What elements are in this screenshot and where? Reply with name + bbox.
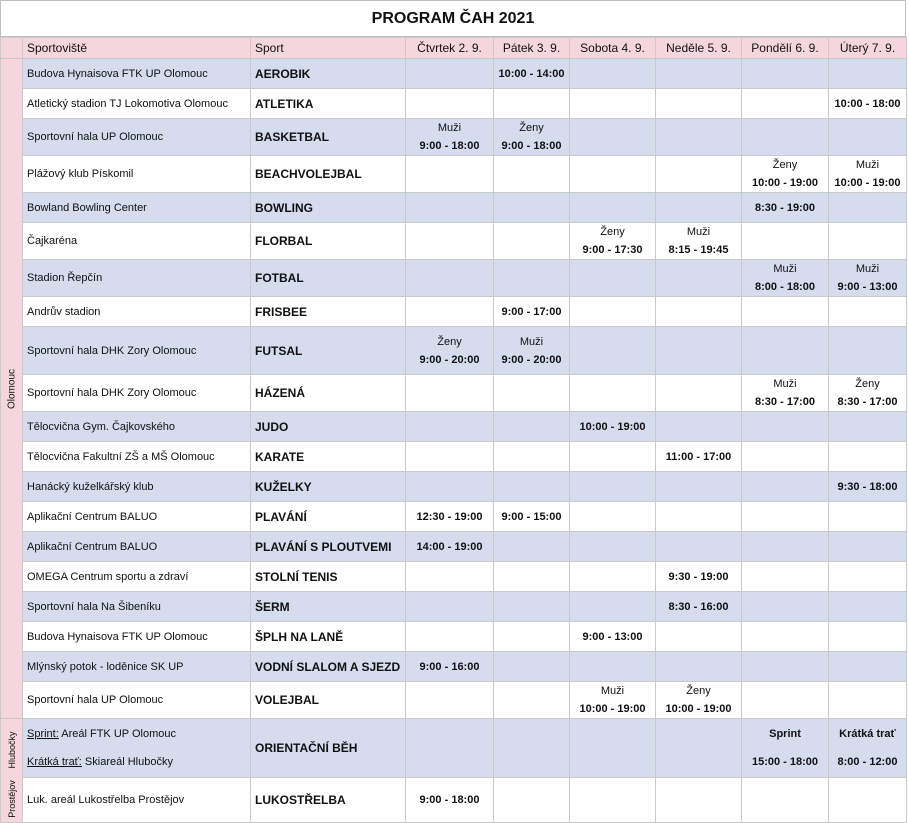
time-slot-cell: [656, 719, 742, 778]
time-slot-cell: [570, 375, 656, 412]
city-cell-prostejov-hlubocky: [1, 719, 23, 823]
time-range: 9:00 - 20:00: [419, 353, 480, 366]
time-slot-cell: [494, 562, 570, 592]
time-slot-cell: [656, 622, 742, 652]
time-range: 9:00 - 17:30: [582, 244, 643, 256]
city-label: Olomouc: [6, 368, 17, 409]
time-slot-cell: [494, 412, 570, 442]
time-slot-cell: [406, 327, 494, 375]
time-slot-cell: [570, 652, 656, 682]
time-slot-cell: [406, 502, 494, 532]
time-slot-cell: [742, 682, 829, 719]
time-range: 12:30 - 19:00: [416, 510, 483, 523]
table-row: [1, 442, 907, 472]
sport-cell: BASKETBAL: [251, 119, 406, 156]
time-slot-cell: [494, 682, 570, 719]
time-slot-cell: [656, 59, 742, 89]
time-range: 10:00 - 19:00: [834, 177, 901, 189]
time-slot-cell: [570, 260, 656, 297]
time-slot-cell: [570, 412, 656, 442]
time-slot-cell: [829, 260, 907, 297]
time-slot-cell: [742, 562, 829, 592]
time-slot-cell: [570, 442, 656, 472]
sport-cell: FLORBAL: [251, 223, 406, 260]
sport-cell: ATLETIKA: [251, 89, 406, 119]
time-slot-cell: [829, 223, 907, 260]
gender-label: Muži: [855, 159, 880, 171]
time-slot-cell: [570, 297, 656, 327]
header-day: Neděle 5. 9.: [656, 38, 742, 59]
venue-line-text: Skiareál Hlubočky: [81, 756, 173, 768]
venue-cell: Luk. areál Lukostřelba Prostějov: [23, 778, 251, 823]
sport-cell: PLAVÁNÍ: [251, 502, 406, 532]
time-range: 9:30 - 19:00: [668, 570, 729, 583]
gender-label: Ženy: [855, 378, 880, 390]
time-range: 10:00 - 19:00: [665, 703, 732, 715]
table-row: [1, 119, 907, 156]
time-range: 8:30 - 19:00: [755, 201, 815, 214]
time-slot-cell: [829, 778, 907, 823]
table-row: [1, 652, 907, 682]
time-slot-cell: [656, 682, 742, 719]
time-slot-cell: [494, 778, 570, 823]
time-slot-cell: [829, 193, 907, 223]
time-range: 8:30 - 17:00: [837, 396, 898, 408]
time-slot-cell: [570, 532, 656, 562]
time-slot-cell: [829, 375, 907, 412]
sport-cell: PLAVÁNÍ S PLOUTVEMI: [251, 532, 406, 562]
table-row: [1, 472, 907, 502]
venue-line: [27, 720, 246, 748]
time-slot-cell: [406, 59, 494, 89]
table-row: [1, 502, 907, 532]
time-slot-cell: [570, 327, 656, 375]
time-slot-cell: [742, 412, 829, 442]
venue-cell: Hanácký kuželkářský klub: [23, 472, 251, 502]
time-slot-cell: [570, 156, 656, 193]
time-range: 10:00 - 19:00: [579, 420, 646, 433]
time-slot-cell: [656, 532, 742, 562]
time-slot-cell: [829, 442, 907, 472]
time-range: 8:00 - 18:00: [755, 281, 815, 293]
time-slot-cell: [494, 719, 570, 778]
time-range: 9:00 - 20:00: [501, 353, 562, 366]
time-slot-cell: [494, 119, 570, 156]
time-range: 8:30 - 17:00: [755, 396, 815, 408]
time-slot-cell: [742, 223, 829, 260]
sport-cell: FUTSAL: [251, 327, 406, 375]
time-slot-cell: [406, 442, 494, 472]
table-row: [1, 562, 907, 592]
venue-cell: Tělocvična Fakultní ZŠ a MŠ Olomouc: [23, 442, 251, 472]
time-slot-cell: [742, 59, 829, 89]
time-range: 15:00 - 18:00: [751, 756, 819, 768]
table-row: [1, 89, 907, 119]
table-row: [1, 375, 907, 412]
time-range: 9:00 - 17:00: [501, 305, 562, 318]
time-slot-cell: [829, 502, 907, 532]
header-day: Pondělí 6. 9.: [742, 38, 829, 59]
time-slot-cell: [656, 592, 742, 622]
time-range: 8:30 - 16:00: [668, 600, 729, 613]
venue-cell: Plážový klub Pískomil: [23, 156, 251, 193]
venue-cell: Čajkaréna: [23, 223, 251, 260]
time-slot-cell: [656, 193, 742, 223]
time-range: 9:00 - 13:00: [837, 281, 898, 293]
time-slot-cell: [742, 327, 829, 375]
table-row: [1, 156, 907, 193]
gender-label: Muži: [600, 685, 625, 697]
time-slot-cell: [829, 719, 907, 778]
time-slot-cell: [406, 412, 494, 442]
city-label: Hlubočky: [6, 731, 17, 769]
sport-cell: KUŽELKY: [251, 472, 406, 502]
schedule-table: [0, 37, 907, 823]
sport-cell: FRISBEE: [251, 297, 406, 327]
time-slot-cell: [494, 89, 570, 119]
time-slot-cell: [494, 502, 570, 532]
venue-cell: Bowland Bowling Center: [23, 193, 251, 223]
time-slot-cell: [570, 592, 656, 622]
time-slot-cell: [656, 260, 742, 297]
time-slot-cell: [829, 119, 907, 156]
sport-cell: JUDO: [251, 412, 406, 442]
venue-cell: Sportovní hala DHK Zory Olomouc: [23, 327, 251, 375]
time-slot-cell: [829, 327, 907, 375]
time-slot-cell: [829, 472, 907, 502]
header-sport: Sport: [251, 38, 406, 59]
time-slot-cell: [742, 652, 829, 682]
time-range: 14:00 - 19:00: [416, 540, 483, 553]
time-slot-cell: [494, 327, 570, 375]
time-range: 10:00 - 19:00: [751, 177, 819, 189]
time-slot-cell: [406, 375, 494, 412]
time-range: 9:00 - 16:00: [419, 660, 480, 673]
time-slot-cell: [742, 297, 829, 327]
time-slot-cell: [656, 156, 742, 193]
sport-cell: VOLEJBAL: [251, 682, 406, 719]
time-slot-cell: [494, 156, 570, 193]
time-slot-cell: [406, 622, 494, 652]
venue-cell: Sportovní hala DHK Zory Olomouc: [23, 375, 251, 412]
venue-line: [27, 748, 246, 776]
table-row: [1, 260, 907, 297]
table-row: [1, 223, 907, 260]
time-slot-cell: [406, 260, 494, 297]
time-slot-cell: [406, 223, 494, 260]
time-slot-cell: [494, 652, 570, 682]
sport-cell: VODNÍ SLALOM A SJEZD: [251, 652, 406, 682]
gender-label: Muži: [855, 263, 880, 275]
group-label: Krátká trať: [839, 728, 896, 740]
table-row: [1, 719, 907, 778]
sport-cell: LUKOSTŘELBA: [251, 778, 406, 823]
venue-cell: Sportovní hala Na Šibeníku: [23, 592, 251, 622]
venue-cell: Stadion Řepčín: [23, 260, 251, 297]
time-slot-cell: [570, 502, 656, 532]
gender-label: Muži: [686, 226, 711, 238]
sport-cell: KARATE: [251, 442, 406, 472]
gender-label: Muži: [773, 378, 797, 390]
table-row: [1, 193, 907, 223]
header-venue: Sportoviště: [23, 38, 251, 59]
time-slot-cell: [742, 778, 829, 823]
gender-label: Ženy: [437, 335, 462, 348]
page-title: PROGRAM ČAH 2021: [0, 0, 906, 37]
time-slot-cell: [406, 472, 494, 502]
venue-cell: Tělocvična Gym. Čajkovského: [23, 412, 251, 442]
venue-line-text: Areál FTK UP Olomouc: [58, 728, 176, 740]
time-slot-cell: [742, 260, 829, 297]
time-range: 8:00 - 12:00: [837, 756, 898, 768]
time-slot-cell: [656, 652, 742, 682]
table-row: [1, 622, 907, 652]
city-label: Prostějov: [6, 780, 17, 819]
schedule-body: [1, 59, 907, 823]
sport-cell: BEACHVOLEJBAL: [251, 156, 406, 193]
time-slot-cell: [829, 297, 907, 327]
time-slot-cell: [829, 412, 907, 442]
time-slot-cell: [570, 719, 656, 778]
time-slot-cell: [494, 297, 570, 327]
time-slot-cell: [406, 652, 494, 682]
time-range: 9:00 - 15:00: [501, 510, 562, 523]
city-cell-olomouc: [1, 59, 23, 719]
time-slot-cell: [742, 193, 829, 223]
time-slot-cell: [570, 223, 656, 260]
time-slot-cell: [742, 592, 829, 622]
sport-cell: ORIENTAČNÍ BĚH: [251, 719, 406, 778]
table-row: [1, 682, 907, 719]
gender-label: Muži: [519, 335, 544, 348]
time-slot-cell: [829, 592, 907, 622]
venue-cell: Aplikační Centrum BALUO: [23, 532, 251, 562]
time-range: 9:00 - 13:00: [582, 630, 643, 643]
time-slot-cell: [829, 682, 907, 719]
time-slot-cell: [656, 412, 742, 442]
time-slot-cell: [742, 502, 829, 532]
time-slot-cell: [494, 472, 570, 502]
venue-cell: Andrův stadion: [23, 297, 251, 327]
venue-cell: OMEGA Centrum sportu a zdraví: [23, 562, 251, 592]
venue-cell: Atletický stadion TJ Lokomotiva Olomouc: [23, 89, 251, 119]
time-slot-cell: [406, 592, 494, 622]
header-row: [1, 38, 907, 59]
time-slot-cell: [829, 89, 907, 119]
time-slot-cell: [656, 327, 742, 375]
time-slot-cell: [656, 297, 742, 327]
time-range: 9:00 - 18:00: [419, 794, 480, 806]
time-slot-cell: [656, 562, 742, 592]
time-slot-cell: [742, 89, 829, 119]
time-range: 11:00 - 17:00: [665, 450, 732, 463]
venue-cell: [23, 719, 251, 778]
time-slot-cell: [742, 119, 829, 156]
time-slot-cell: [742, 532, 829, 562]
sport-cell: AEROBIK: [251, 59, 406, 89]
gender-label: Ženy: [686, 685, 711, 697]
time-slot-cell: [406, 193, 494, 223]
header-day: Pátek 3. 9.: [494, 38, 570, 59]
time-slot-cell: [829, 532, 907, 562]
header-day: Úterý 7. 9.: [829, 38, 907, 59]
time-slot-cell: [656, 119, 742, 156]
time-slot-cell: [494, 260, 570, 297]
time-slot-cell: [570, 89, 656, 119]
time-slot-cell: [494, 592, 570, 622]
table-row: [1, 59, 907, 89]
table-row: [1, 297, 907, 327]
time-range: 9:00 - 18:00: [419, 140, 480, 152]
time-slot-cell: [829, 622, 907, 652]
gender-label: Muži: [437, 122, 462, 134]
sport-cell: HÁZENÁ: [251, 375, 406, 412]
time-slot-cell: [406, 89, 494, 119]
time-range: 10:00 - 14:00: [498, 67, 565, 80]
time-slot-cell: [494, 193, 570, 223]
time-slot-cell: [406, 532, 494, 562]
time-slot-cell: [656, 375, 742, 412]
time-slot-cell: [829, 562, 907, 592]
sport-cell: FOTBAL: [251, 260, 406, 297]
table-row: [1, 327, 907, 375]
time-range: 10:00 - 19:00: [579, 703, 646, 715]
time-slot-cell: [742, 156, 829, 193]
venue-line-label: Krátká trať:: [27, 756, 82, 768]
time-slot-cell: [742, 472, 829, 502]
time-slot-cell: [570, 193, 656, 223]
time-slot-cell: [829, 652, 907, 682]
time-slot-cell: [829, 59, 907, 89]
venue-cell: Mlýnský potok - loděnice SK UP: [23, 652, 251, 682]
time-slot-cell: [742, 719, 829, 778]
time-slot-cell: [494, 59, 570, 89]
time-slot-cell: [406, 297, 494, 327]
time-slot-cell: [570, 59, 656, 89]
table-row: [1, 592, 907, 622]
gender-label: Ženy: [600, 226, 625, 238]
header-corner: [1, 38, 23, 59]
time-slot-cell: [406, 682, 494, 719]
venue-cell: Sportovní hala UP Olomouc: [23, 682, 251, 719]
sport-cell: STOLNÍ TENIS: [251, 562, 406, 592]
gender-label: Ženy: [772, 159, 798, 171]
time-slot-cell: [406, 562, 494, 592]
time-slot-cell: [656, 442, 742, 472]
time-slot-cell: [570, 472, 656, 502]
venue-cell: Budova Hynaisova FTK UP Olomouc: [23, 59, 251, 89]
time-slot-cell: [829, 156, 907, 193]
time-slot-cell: [570, 119, 656, 156]
time-slot-cell: [742, 622, 829, 652]
time-slot-cell: [570, 622, 656, 652]
sport-cell: BOWLING: [251, 193, 406, 223]
time-range: 9:00 - 18:00: [501, 140, 562, 152]
time-slot-cell: [656, 502, 742, 532]
table-row: [1, 412, 907, 442]
header-day: Sobota 4. 9.: [570, 38, 656, 59]
time-slot-cell: [406, 119, 494, 156]
time-slot-cell: [570, 778, 656, 823]
sport-cell: ŠPLH NA LANĚ: [251, 622, 406, 652]
time-slot-cell: [742, 375, 829, 412]
table-row: [1, 778, 907, 823]
time-slot-cell: [742, 442, 829, 472]
sport-cell: ŠERM: [251, 592, 406, 622]
time-slot-cell: [406, 719, 494, 778]
time-slot-cell: [656, 223, 742, 260]
table-row: [1, 532, 907, 562]
venue-cell: Aplikační Centrum BALUO: [23, 502, 251, 532]
time-slot-cell: [406, 156, 494, 193]
time-slot-cell: [656, 472, 742, 502]
venue-line-label: Sprint:: [27, 728, 59, 740]
header-day: Čtvrtek 2. 9.: [406, 38, 494, 59]
time-slot-cell: [656, 778, 742, 823]
venue-cell: Sportovní hala UP Olomouc: [23, 119, 251, 156]
time-slot-cell: [570, 562, 656, 592]
time-range: 8:15 - 19:45: [668, 244, 729, 256]
time-slot-cell: [406, 778, 494, 823]
venue-cell: Budova Hynaisova FTK UP Olomouc: [23, 622, 251, 652]
group-label: Sprint: [769, 728, 801, 740]
time-slot-cell: [494, 375, 570, 412]
gender-label: Ženy: [519, 122, 544, 134]
time-range: 9:30 - 18:00: [837, 480, 898, 493]
time-slot-cell: [494, 532, 570, 562]
time-slot-cell: [494, 442, 570, 472]
gender-label: Muži: [773, 263, 797, 275]
time-range: 10:00 - 18:00: [834, 97, 901, 110]
time-slot-cell: [494, 622, 570, 652]
time-slot-cell: [656, 89, 742, 119]
time-slot-cell: [570, 682, 656, 719]
time-slot-cell: [494, 223, 570, 260]
